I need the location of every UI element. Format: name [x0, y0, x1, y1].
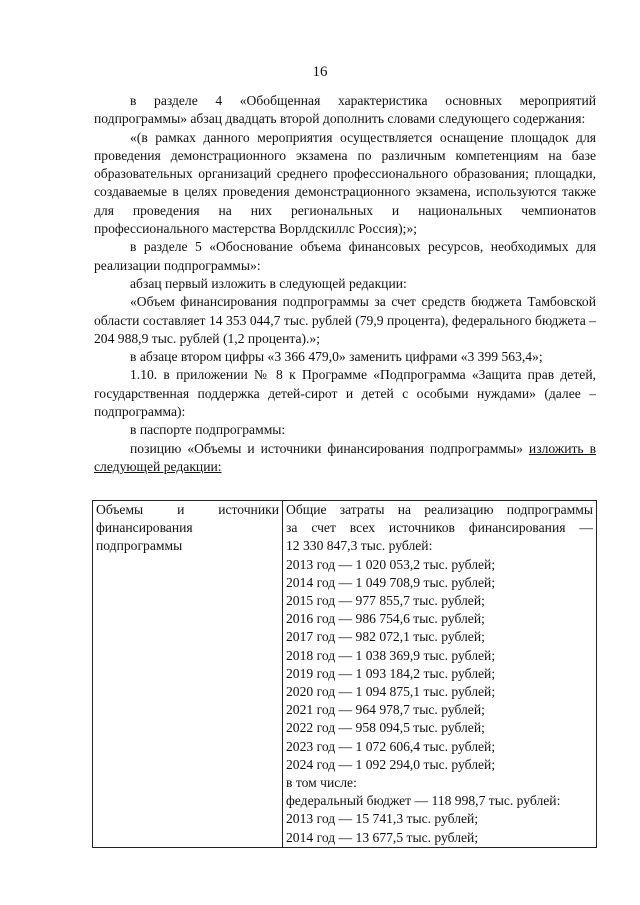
paragraph: в разделе 4 «Обобщенная характеристика основных мероприятий подпрограммы» абзац двадцать второй дополнить словами следующего содержания: — [94, 93, 596, 127]
value-line: 2021 год — 964 978,7 тыс. рублей; — [286, 702, 485, 718]
paragraph-text: позицию «Объемы и источники финансирования подпрограммы» — [130, 440, 523, 456]
value-line: 2019 год — 1 093 184,2 тыс. рублей; — [286, 665, 496, 681]
value-line: в том числе: — [286, 775, 357, 791]
value-line: федеральный бюджет — 118 998,7 тыс. рублей: — [286, 793, 561, 809]
table-row — [93, 501, 597, 848]
table-cell-label — [93, 501, 283, 848]
paragraph: абзац первый изложить в следующей редакции: — [130, 275, 407, 291]
value-line: 2013 год — 15 741,3 тыс. рублей; — [286, 811, 479, 827]
label-line: финансирования — [96, 520, 193, 536]
value-line: 2015 год — 977 855,7 тыс. рублей; — [286, 593, 485, 609]
label-line: Объемы и источники — [96, 502, 279, 517]
paragraph: в паспорте подпрограммы: — [130, 422, 286, 438]
value-line: 2014 год — 1 049 708,9 тыс. рублей; — [286, 574, 496, 590]
passport-table — [92, 500, 597, 848]
paragraph: в разделе 5 «Обоснование объема финансовых ресурсов, необходимых для реализации подпрограммы»: — [94, 239, 596, 273]
paragraph — [94, 440, 596, 477]
value-line: Общие затраты на реализацию подпрограммы — [286, 502, 593, 517]
paragraph-underlined-text: изложить в следующей редакции: — [94, 440, 596, 474]
paragraph: в абзаце втором цифры «3 366 479,0» заменить цифрами «3 399 563,4»; — [130, 349, 543, 365]
table-cell-value — [283, 501, 597, 848]
value-line: 2014 год — 13 677,5 тыс. рублей; — [286, 829, 479, 845]
value-line: 2016 год — 986 754,6 тыс. рублей; — [286, 611, 485, 627]
label-line: подпрограммы — [96, 538, 183, 554]
value-line: 2024 год — 1 092 294,0 тыс. рублей; — [286, 756, 496, 772]
paragraph: «(в рамках данного мероприятия осуществляется оснащение площадок для проведения демонстрационного экзамена по различным компетенциям на базе образовательных организаций среднего профессионального образования; площадки, создаваемые в целях проведения демонстрационного экзамена, используются также для проведения на них региональных и национальных чемпионатов профессионального мастерства Ворлдскиллс Россия);»; — [94, 129, 596, 237]
paragraph: 1.10. в приложении № 8 к Программе «Подпрограмма «Защита прав детей, государственная поддержка детей-сирот и детей с особыми нуждами» (далее – подпрограмма): — [94, 367, 596, 420]
page-number: 16 — [312, 64, 328, 80]
value-line: 2018 год — 1 038 369,9 тыс. рублей; — [286, 647, 496, 663]
value-line: 2022 год — 958 094,5 тыс. рублей; — [286, 720, 485, 736]
value-line: 12 330 847,3 тыс. рублей: — [286, 538, 433, 554]
value-line: 2013 год — 1 020 053,2 тыс. рублей; — [286, 556, 496, 572]
value-line: 2020 год — 1 094 875,1 тыс. рублей; — [286, 684, 496, 700]
value-line: за счет всех источников финансирования — — [286, 520, 593, 536]
paragraph: «Объем финансирования подпрограммы за счет средств бюджета Тамбовской области составляет 14 353 044,7 тыс. рублей (79,9 процента), федерального бюджета – 204 988,9 тыс. рублей (1,2 процента).»; — [94, 294, 596, 346]
value-line: 2023 год — 1 072 606,4 тыс. рублей; — [286, 738, 496, 754]
document-body — [94, 92, 596, 476]
value-line: 2017 год — 982 072,1 тыс. рублей; — [286, 629, 485, 645]
